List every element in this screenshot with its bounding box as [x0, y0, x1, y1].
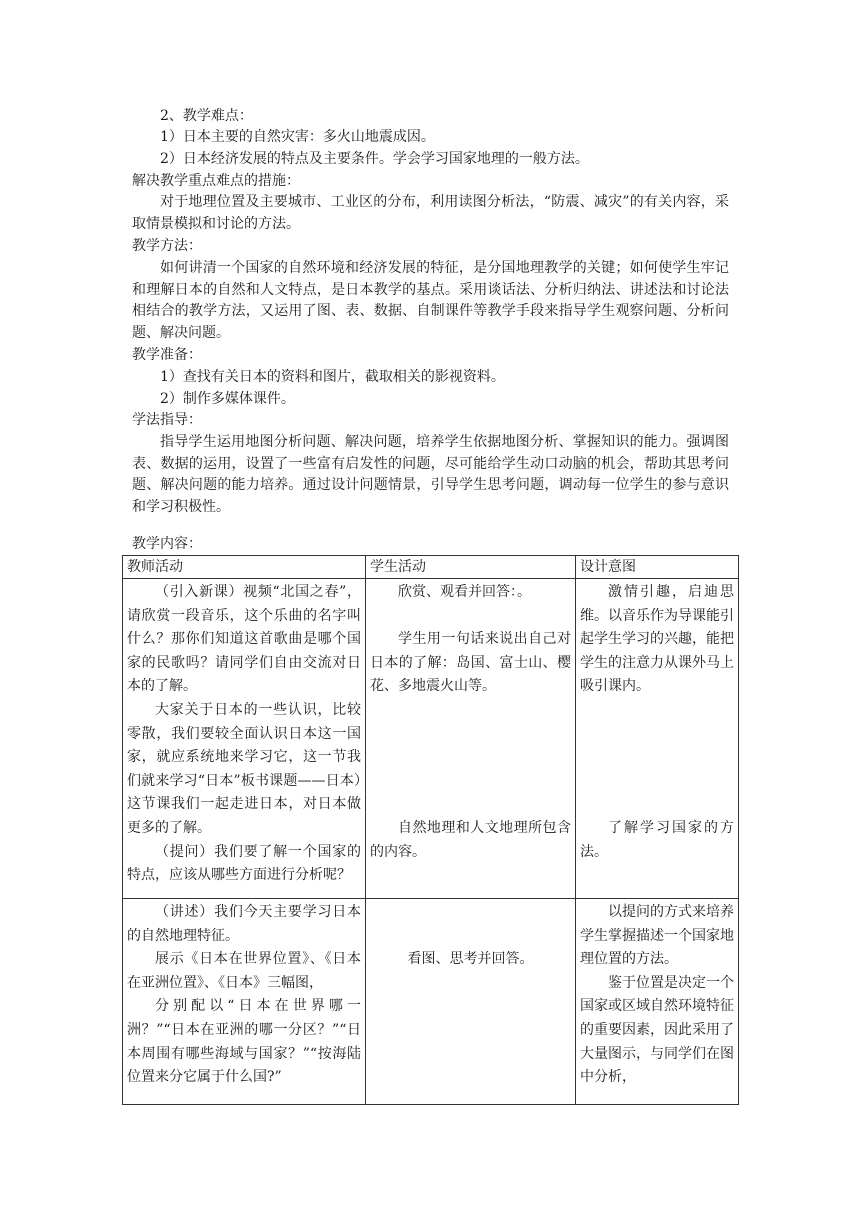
preparation-item-1: 1）查找有关日本的资料和图片，截取相关的影视资料。	[160, 369, 505, 385]
measures-heading: 解决教学重点难点的措施：	[132, 173, 300, 189]
table-row	[123, 579, 739, 899]
header-design-intent: 设计意图	[576, 556, 739, 579]
header-student-activity: 学生活动	[366, 556, 576, 579]
header-teacher-activity: 教师活动	[123, 556, 366, 579]
methods-text: 如何讲清一个国家的自然环境和经济发展的特征，是分国地理教学的关键；如何使学生牢记和理解日本的自然和人文特点，是日本教学的基点。采用谈话法、分析归纳法、讲述法和讨论法相结合的教学方法，又运用了图、表、数据、自制课件等教学手段来指导学生观察问题、分析问题、解决问题。	[132, 260, 729, 341]
guidance-heading: 学法指导：	[132, 412, 202, 428]
preparation-heading: 教学准备：	[132, 347, 202, 363]
student-paragraph: 看图、思考并回答。	[407, 951, 534, 968]
teacher-paragraph: （引入新课）视频“北国之春”，请欣赏一段音乐，这个乐曲的名字叫什么？那你们知道这首歌曲是哪个国家的民歌吗？请同学们自由交流对日本的了解。	[127, 584, 361, 695]
student-paragraph: 自然地理和人文地理所包含的内容。	[370, 819, 571, 860]
student-paragraph: 欣赏、观看并回答：。	[398, 584, 531, 600]
difficulty-heading: 2、教学难点：	[160, 108, 253, 124]
lesson-table	[122, 555, 739, 1105]
preparation-item-2: 2）制作多媒体课件。	[160, 391, 295, 407]
teacher-paragraph: （讲述）我们今天主要学习日本的自然地理特征。	[127, 904, 361, 944]
design-paragraph: 了解学习国家的方法。	[580, 819, 734, 860]
teacher-paragraph: 大家关于日本的一些认识，比较零散，我们要较全面认识日本这一国家，就应系统地来学习它，这一节我们就来学习“日本”板书课题——日本）这节课我们一起走进日本，对日本做更多的了解。	[127, 701, 361, 836]
teacher-cell	[123, 899, 366, 1105]
table-header-row	[123, 556, 739, 579]
difficulty-item-2: 2）日本经济发展的特点及主要条件。学会学习国家地理的一般方法。	[160, 151, 589, 167]
student-cell	[366, 899, 576, 1105]
difficulty-item-1: 1）日本主要的自然灾害：多火山地震成因。	[160, 129, 435, 145]
teacher-paragraph: 展示《日本在世界位置》、《日本在亚洲位置》、《日本》三幅图，	[127, 951, 361, 991]
teacher-paragraph: （提问）我们要了解一个国家的特点，应该从哪些方面进行分析呢？	[127, 843, 361, 884]
design-paragraph: 鉴于位置是决定一个国家或区域自然环境特征的重要因素，因此采用了大量图示，与同学们在图中分析，	[580, 974, 734, 1086]
teacher-cell	[123, 579, 366, 899]
student-cell	[366, 579, 576, 899]
content-heading: 教学内容：	[132, 536, 202, 552]
design-paragraph: 激情引趣，启迪思维。以音乐作为导课能引起学生学习的兴趣，能把学生的注意力从课外马上吸引课内。	[580, 584, 734, 695]
guidance-text: 指导学生运用地图分析问题、解决问题，培养学生依据地图分析、掌握知识的能力。强调图表、数据的运用，设置了一些富有启发性的问题，尽可能给学生动口动脑的机会，帮助其思考问题、解决问题的能力培养。通过设计问题情景，引导学生思考问题，调动每一位学生的参与意识和学习积极性。	[132, 434, 729, 515]
table-row	[123, 899, 739, 1105]
design-cell	[576, 899, 739, 1105]
measures-text: 对于地理位置及主要城市、工业区的分布，利用读图分析法，“防震、减灾”的有关内容，采取情景模拟和讨论的方法。	[132, 194, 729, 232]
design-paragraph: 以提问的方式来培养学生掌握描述一个国家地理位置的方法。	[580, 904, 734, 968]
design-cell	[576, 579, 739, 899]
student-paragraph: 学生用一句话来说出自己对日本的了解：岛国、富士山、樱花、多地震火山等。	[370, 631, 571, 695]
methods-heading: 教学方法：	[132, 238, 202, 254]
teacher-paragraph: 分别配以“日本在世界哪一洲？”“日本在亚洲的哪一分区？”“日本周围有哪些海域与国家？”“按海陆位置来分它属于什么国?”	[127, 998, 361, 1086]
